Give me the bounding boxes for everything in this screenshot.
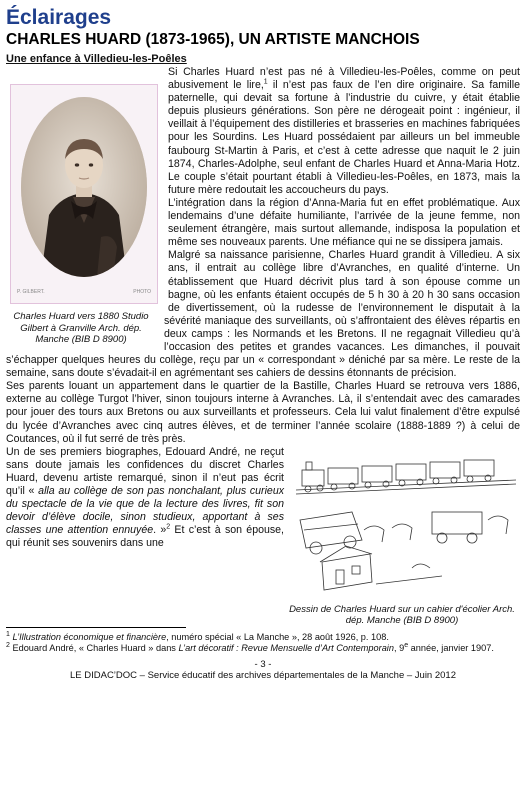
page-number: - 3 - xyxy=(254,658,272,670)
document-page xyxy=(6,6,520,796)
footnote-2-date: année, janvier 1907. xyxy=(408,642,494,653)
paragraph-2: L’intégration dans la région d’Anna-Maria fut en effet problématique. Aux lendemains d’une défaite humiliante, l’arrivée de la jeune femme, non seulement étrangère, mais surtout allemande, indisposa la population et même ses nouveaux parents. Une méfiance qui ne se dissipera jamais. xyxy=(168,196,520,249)
paragraph-4: Ses parents louant un appartement dans le quartier de la Bastille, Charles Huard se retrouva vers 1886, externe au collège Turgot l’hiver, sinon toujours interne à Avranches. Là, il s’entendait avec des camarades pour jouer des tours aux Bretons ou aux surveillants et professeurs. Cela lui valut finalement d’être expulsé du lycée d’Avranches avec cinq autres élèves, et de terminer l’année scolaire (1888-1889 ?) à celui de Coutances, où il fut serré de très près. xyxy=(6,380,520,445)
footnote-ref-1: 1 xyxy=(263,78,268,86)
subhead: Une enfance à Villedieu-les-Poêles xyxy=(6,53,187,65)
studio-label: PHOTO xyxy=(133,289,151,295)
footnote-2-ordinal: e xyxy=(404,641,409,649)
page-footer: LE DIDAC’DOC – Service éducatif des archives départementales de la Manche – Juin 2012 xyxy=(69,669,456,681)
article-title: CHARLES HUARD (1873-1965), UN ARTISTE MANCHOIS xyxy=(6,31,420,48)
portrait-oval xyxy=(21,97,147,277)
paragraph-1-rest: il n’est pas faux de l’en dire originaire. Sa famille paternelle, qui devait sa fortune à l’industrie du cuivre, y était établie depuis plusieurs générations. Son père ne dérogeait point : ingénieur, il veillait à l’équipement des distilleries et brasseries en machines fabriquées pour les Sourdins. Les Huard possédaient par ailleurs un bel immeuble faubourg St-Martin à Paris, et c’est à cette adresse que naquit le 2 juin 1874, Charles-Adolphe, seul enfant de Charles Huard et Anna-Maria Hotz. Le couple s’était pourtant établi à Villedieu-les-Poêles, en 1873, mais la future mère redoutait les accoucheurs du pays. xyxy=(168,79,520,196)
paragraph-1-start: Si Charles Huard n’est pas né à Villedieu-les-Poêles, comme on peut abusivement le lire, xyxy=(168,66,520,92)
school-notebook-drawing xyxy=(292,450,520,600)
footnote-1-number: 1 xyxy=(6,630,10,638)
footnote-1-title: L’Illustration économique et financière xyxy=(12,631,167,642)
footnote-2 xyxy=(6,643,520,654)
paragraph-5-end: Et c’est à son épouse, qui réunit ses souvenirs dans une xyxy=(6,524,285,550)
quote-close: . » xyxy=(153,524,167,537)
footnote-2-title: L’art décoratif : Revue Mensuelle d’Art Contemporain xyxy=(178,642,394,653)
photo-card xyxy=(10,84,158,304)
studio-name: P. GILBERT. xyxy=(17,289,45,295)
footnote-divider xyxy=(6,627,186,628)
section-title: Éclairages xyxy=(6,6,112,29)
train-and-coach-sketch xyxy=(292,450,520,600)
footnote-2-issue: , 9 xyxy=(393,642,405,653)
portrait-photo xyxy=(6,84,160,309)
drawing-caption: Dessin de Charles Huard sur un cahier d'écolier Arch. dép. Manche (BIB D 8900) xyxy=(289,603,515,627)
studio-imprint xyxy=(17,289,151,295)
paragraph-5-start: Un de ses premiers biographes, Edouard André, ne reçut sans doute jamais les confidences du discret Charles Huard, devenu artiste remarqué, sinon il n’eut pas écrit qu’il « xyxy=(6,445,284,497)
biography-quote: alla au collège de son pas nonchalant, plus curieux du spectacle de la vie que de la lecture des livres, fit son devoir d’élève docile, sinon studieux, apportant à ses classes une attention ennuyée xyxy=(6,485,285,537)
footnote-1 xyxy=(6,632,520,643)
footnote-2-author: Edouard André, « Charles Huard » dans xyxy=(9,642,179,653)
footnote-1-rest: , numéro spécial « La Manche », 28 août 1926, p. 108. xyxy=(166,631,389,642)
paragraph-3: Malgré sa naissance parisienne, Charles Huard grandit à Villedieu. A six ans, il entrait au collège libre d’Avranches, en qualité d’interne. Un établissement que Huard décrivit plus tard à son épouse comme un bagne, où les enfants étaient occupés de 5 h 30 à 20 h 30 sans occasion de divertissement, où la rudesse de l’environnement le disputait à la sévérité maniaque des surveillants, où s’affrontaient des élèves répartis en deux camps : les Normands et les Bretons. Il ne regagnait Villedieu qu’à l’occasion des petites et grandes vacances. Les dimanches, il pouvait s’échapper quelques heures du collège, reçu par un « correspondant » déniché par sa mère. Le reste de la semaine, sans doute s’évadait-il en agrémentant ses cahiers de dessins étonnants de précision. xyxy=(6,249,520,380)
photo-caption: Charles Huard vers 1880 Studio Gilbert à Granville Arch. dép. Manche (BIB D 8900) xyxy=(13,311,149,345)
footnote-ref-2: 2 xyxy=(166,523,171,531)
boy-portrait-illustration xyxy=(21,97,147,277)
footnote-2-number: 2 xyxy=(6,641,10,649)
